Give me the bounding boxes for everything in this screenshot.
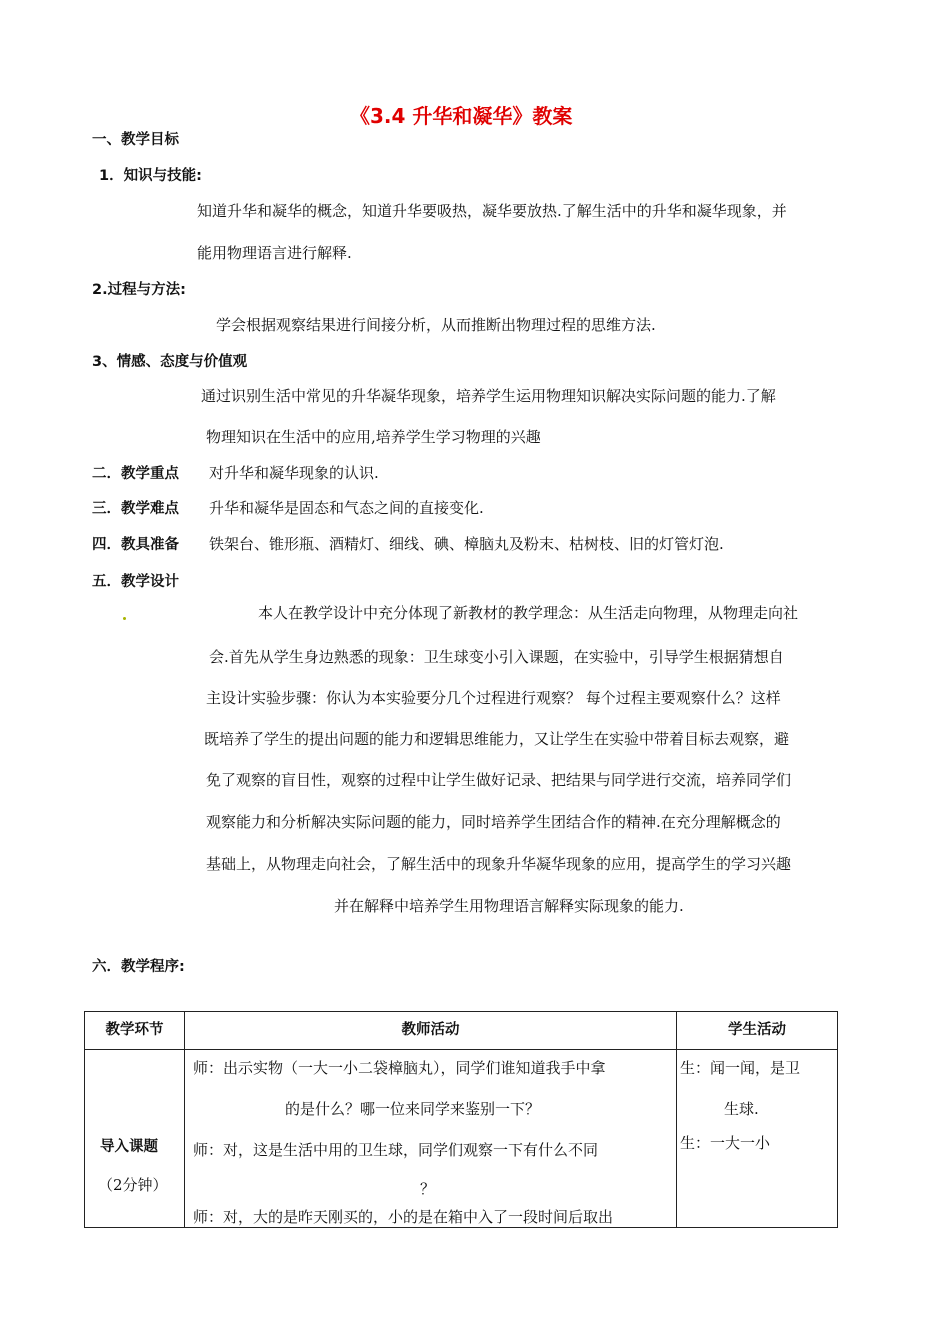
stray-mark: [123, 617, 126, 620]
design-line-2: 会.首先从学生身边熟悉的现象：卫生球变小引入课题，在实验中，引导学生根据猜想自: [209, 648, 784, 666]
student-line-1: 生：闻一闻，是卫: [680, 1059, 801, 1077]
section-3-heading: 三．教学难点: [92, 501, 179, 517]
student-line-3: 生：一大一小: [680, 1134, 771, 1152]
section-4-heading: 四．教具准备: [92, 537, 179, 553]
sub1-line-1: 知道升华和凝华的概念，知道升华要吸热，凝华要放热.了解生活中的升华和凝华现象，并: [197, 202, 787, 220]
sub3-line-2: 物理知识在生活中的应用,培养学生学习物理的兴趣: [206, 428, 541, 446]
section-6-heading: 六．教学程序:: [92, 959, 185, 975]
design-line-3: 主设计实验步骤：你认为本实验要分几个过程进行观察？ 每个过程主要观察什么？这样: [206, 689, 781, 707]
header-teacher: 教师活动: [185, 1012, 677, 1050]
procedure-table: [84, 1011, 838, 1228]
section-3-text: 升华和凝华是固态和气态之间的直接变化.: [209, 499, 484, 517]
student-line-2: 生球.: [724, 1100, 759, 1118]
teacher-line-4: ？: [420, 1180, 436, 1198]
section-5-heading: 五．教学设计: [92, 574, 179, 590]
table-row: [85, 1050, 838, 1228]
design-line-7: 基础上，从物理走向社会，了解生活中的现象升华凝华现象的应用，提高学生的学习兴趣: [206, 855, 792, 873]
design-line-1: 本人在教学设计中充分体现了新教材的教学理念：从生活走向物理，从物理走向社: [258, 604, 799, 622]
design-line-6: 观察能力和分析解决实际问题的能力，同时培养学生团结合作的精神.在充分理解概念的: [206, 813, 781, 831]
design-line-5: 免了观察的盲目性，观察的过程中让学生做好记录、把结果与同学进行交流，培养同学们: [206, 771, 792, 789]
design-line-4: 既培养了学生的提出问题的能力和逻辑思维能力，又让学生在实验中带着目标去观察，避: [204, 730, 790, 748]
teacher-line-3: 师：对，这是生活中用的卫生球，同学们观察一下有什么不同: [193, 1141, 599, 1159]
stage-duration: （2分钟）: [98, 1176, 168, 1194]
document-title: 《3.4 升华和凝华》教案: [350, 104, 573, 128]
section-4-text: 铁架台、锥形瓶、酒精灯、细线、碘、樟脑丸及粉末、枯树枝、旧的灯管灯泡.: [209, 535, 724, 553]
sub2-line-1: 学会根据观察结果进行间接分析，从而推断出物理过程的思维方法.: [216, 316, 656, 334]
stage-cell: [85, 1050, 185, 1228]
header-stage: 教学环节: [85, 1012, 185, 1050]
design-line-8: 并在解释中培养学生用物理语言解释实际现象的能力.: [334, 897, 684, 915]
sub1-line-2: 能用物理语言进行解释.: [197, 244, 352, 262]
teacher-line-5: 师：对，大的是昨天刚买的，小的是在箱中入了一段时间后取出: [193, 1208, 614, 1226]
sub2-heading: 2.过程与方法:: [92, 282, 186, 298]
section-1-heading: 一、教学目标: [92, 132, 179, 148]
sub1-heading: 1．知识与技能:: [99, 168, 202, 184]
stage-name: 导入课题: [100, 1139, 158, 1155]
table-header-row: [85, 1012, 838, 1050]
section-2-text: 对升华和凝华现象的认识.: [209, 464, 379, 482]
student-cell: [677, 1050, 838, 1228]
teacher-cell: [185, 1050, 677, 1228]
sub3-heading: 3、情感、态度与价值观: [92, 354, 248, 370]
teacher-line-2: 的是什么？哪一位来同学来鉴别一下？: [285, 1100, 541, 1118]
teacher-line-1: 师：出示实物（一大一小二袋樟脑丸），同学们谁知道我手中拿: [193, 1059, 606, 1077]
header-student: 学生活动: [677, 1012, 838, 1050]
sub3-line-1: 通过识别生活中常见的升华凝华现象，培养学生运用物理知识解决实际问题的能力.了解: [201, 387, 776, 405]
section-2-heading: 二．教学重点: [92, 466, 179, 482]
